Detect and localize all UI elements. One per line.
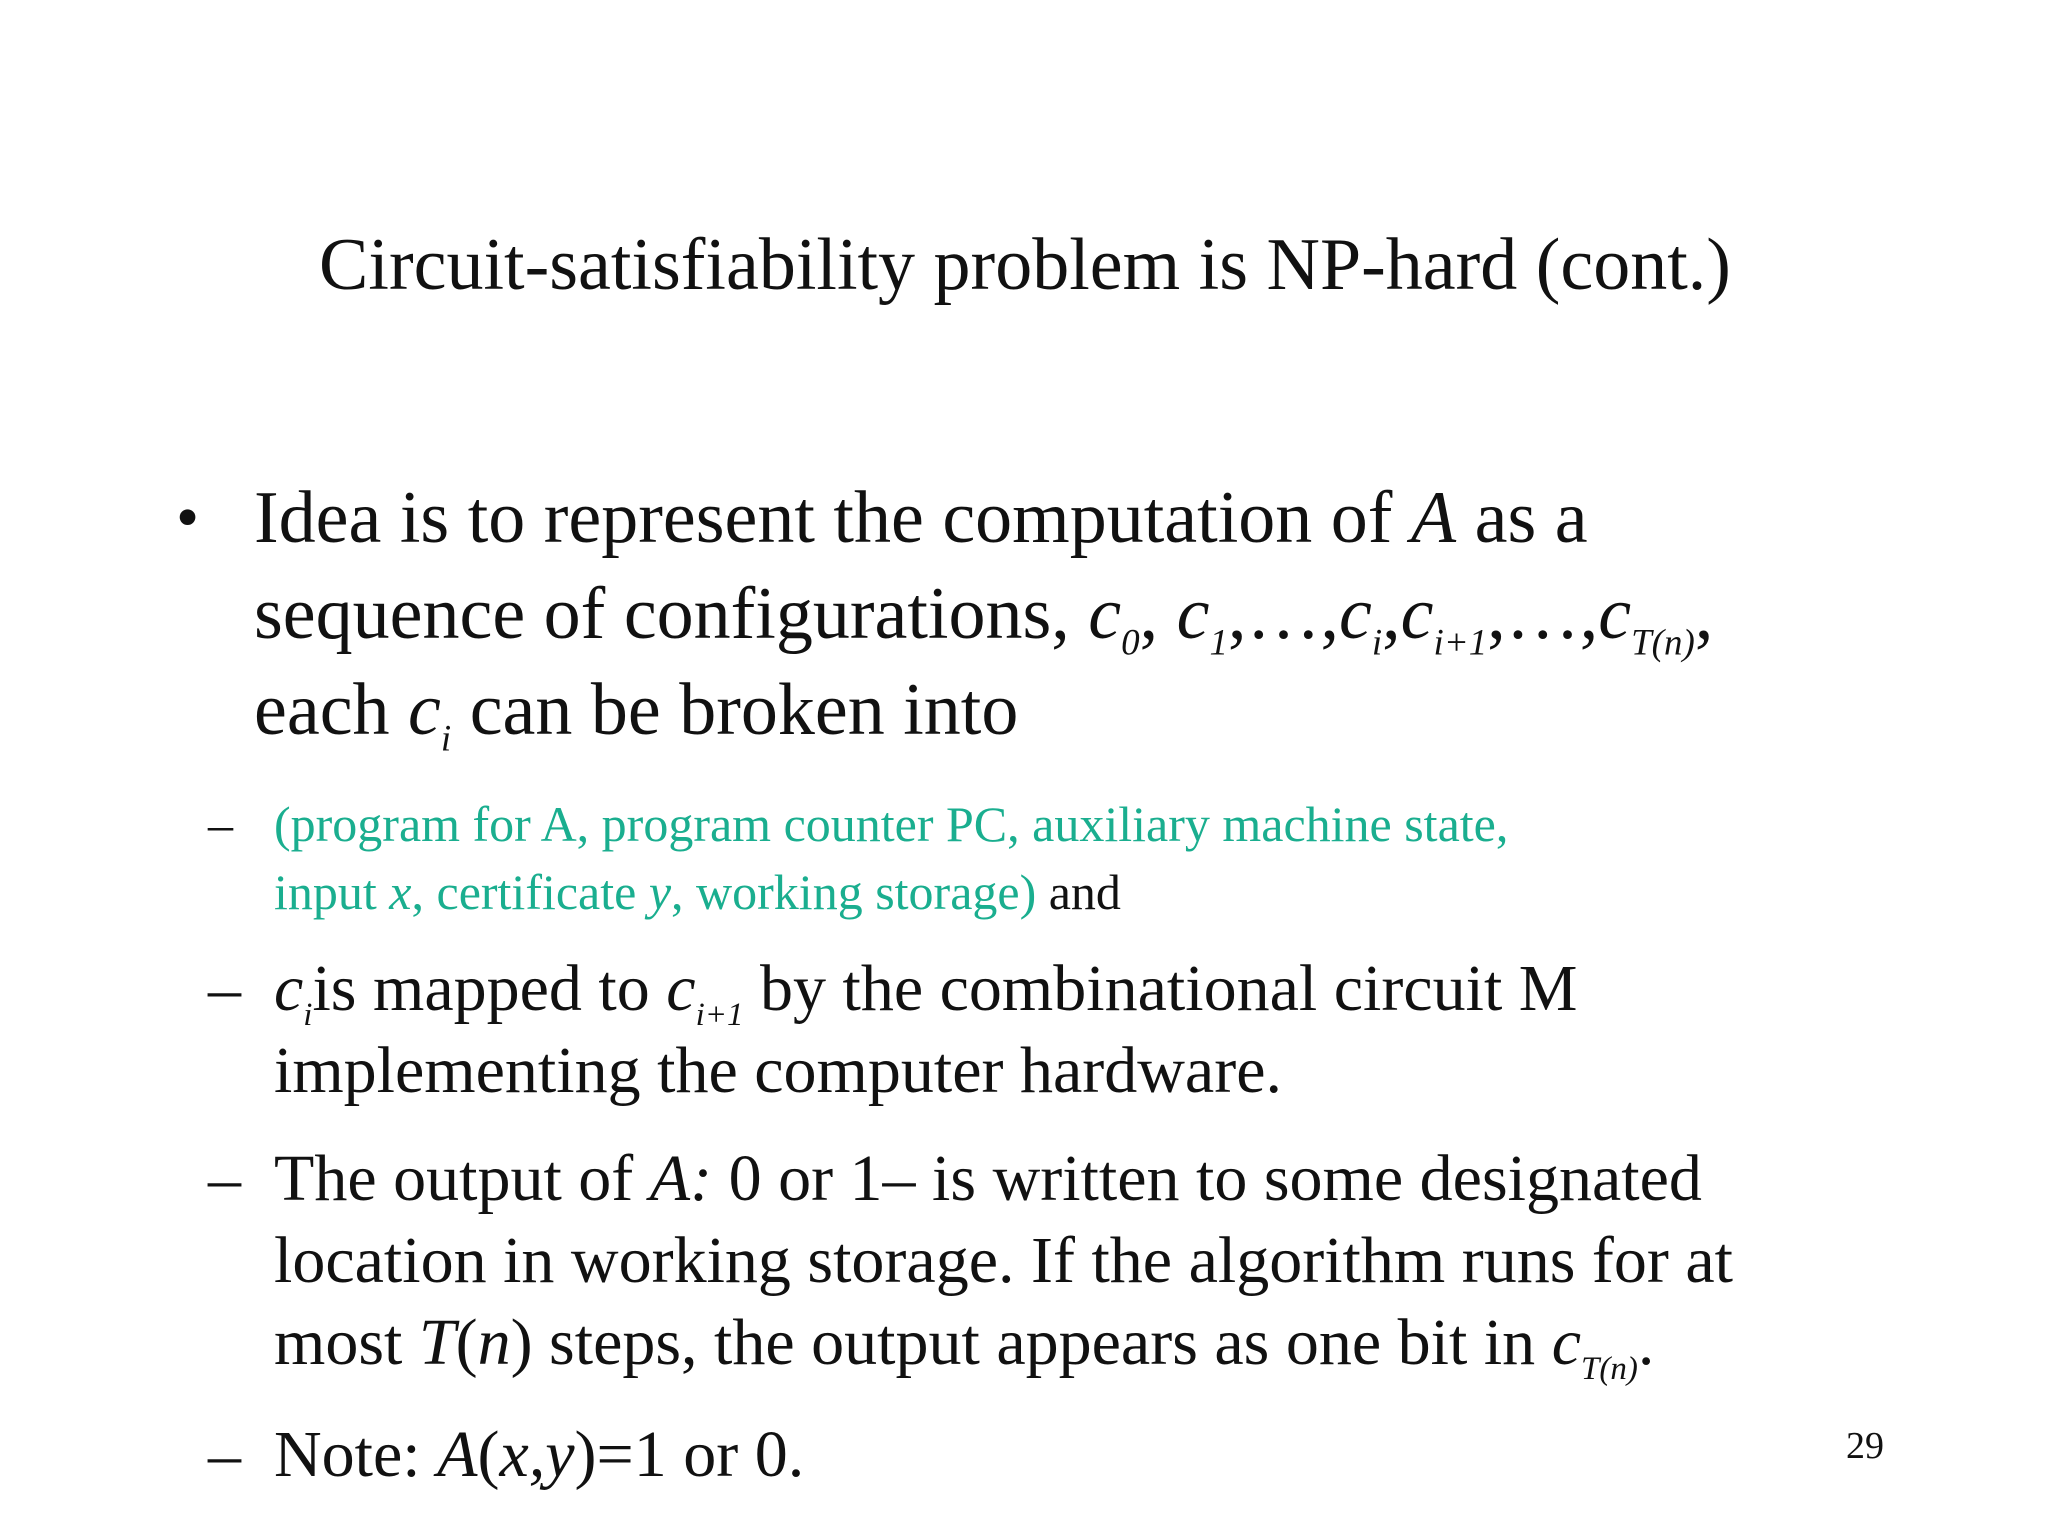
dash-marker: – [208, 952, 241, 1025]
sub-item-configuration-parts: – (program for A, program counter PC, auxiliary machine state, input x, certificate y, working storage) and [274, 790, 1508, 926]
main-bullet [176, 470, 1856, 758]
bullet-line-2: sequence of configurations, $c_0$, $c_1,\dots,c_i,c_{i+1},\dots,c_{T(n)}$, [254, 573, 1714, 664]
sub-item-note: – Note: A(x,y)=1 or 0. [274, 1414, 804, 1496]
dash-marker: – [208, 796, 233, 852]
config-ci-each: $c_i$ [408, 669, 452, 760]
sub-item-output: – The output of A: 0 or 1– is written to some designated location in working storage. If the algorithm runs for at most T(n) steps, the output appears as one bit in $c_{T(n)}$. [274, 1138, 1733, 1384]
dash-marker: – [208, 1418, 241, 1491]
bullet-marker: • [176, 481, 200, 554]
dash-marker: – [208, 1142, 241, 1215]
bullet-text: Idea is to represent the computation of [254, 477, 1411, 559]
variable-a: A [1410, 477, 1457, 559]
bullet-line-1: • Idea is to represent the computation of A as a [176, 470, 1856, 566]
page-number: 29 [1846, 1425, 1884, 1467]
config-c1: $c_1$ [1176, 573, 1228, 664]
config-ci: $c_i$ [1339, 573, 1383, 664]
config-c0: $c_0$ [1088, 573, 1140, 664]
bullet-line-3: each $c_i$ can be broken into [254, 669, 1019, 760]
config-ctn: $c_{T(n)}$ [1598, 573, 1695, 664]
sub-item-mapping: – $c_iis$ mapped to $c_{i+1}$ by the combinational circuit M implementing the computer hardware. [274, 948, 1577, 1112]
slide-title: Circuit-satisfiability problem is NP-hard (cont.) [319, 224, 1731, 306]
config-ci1: $c_{i+1}$ [1400, 573, 1488, 664]
